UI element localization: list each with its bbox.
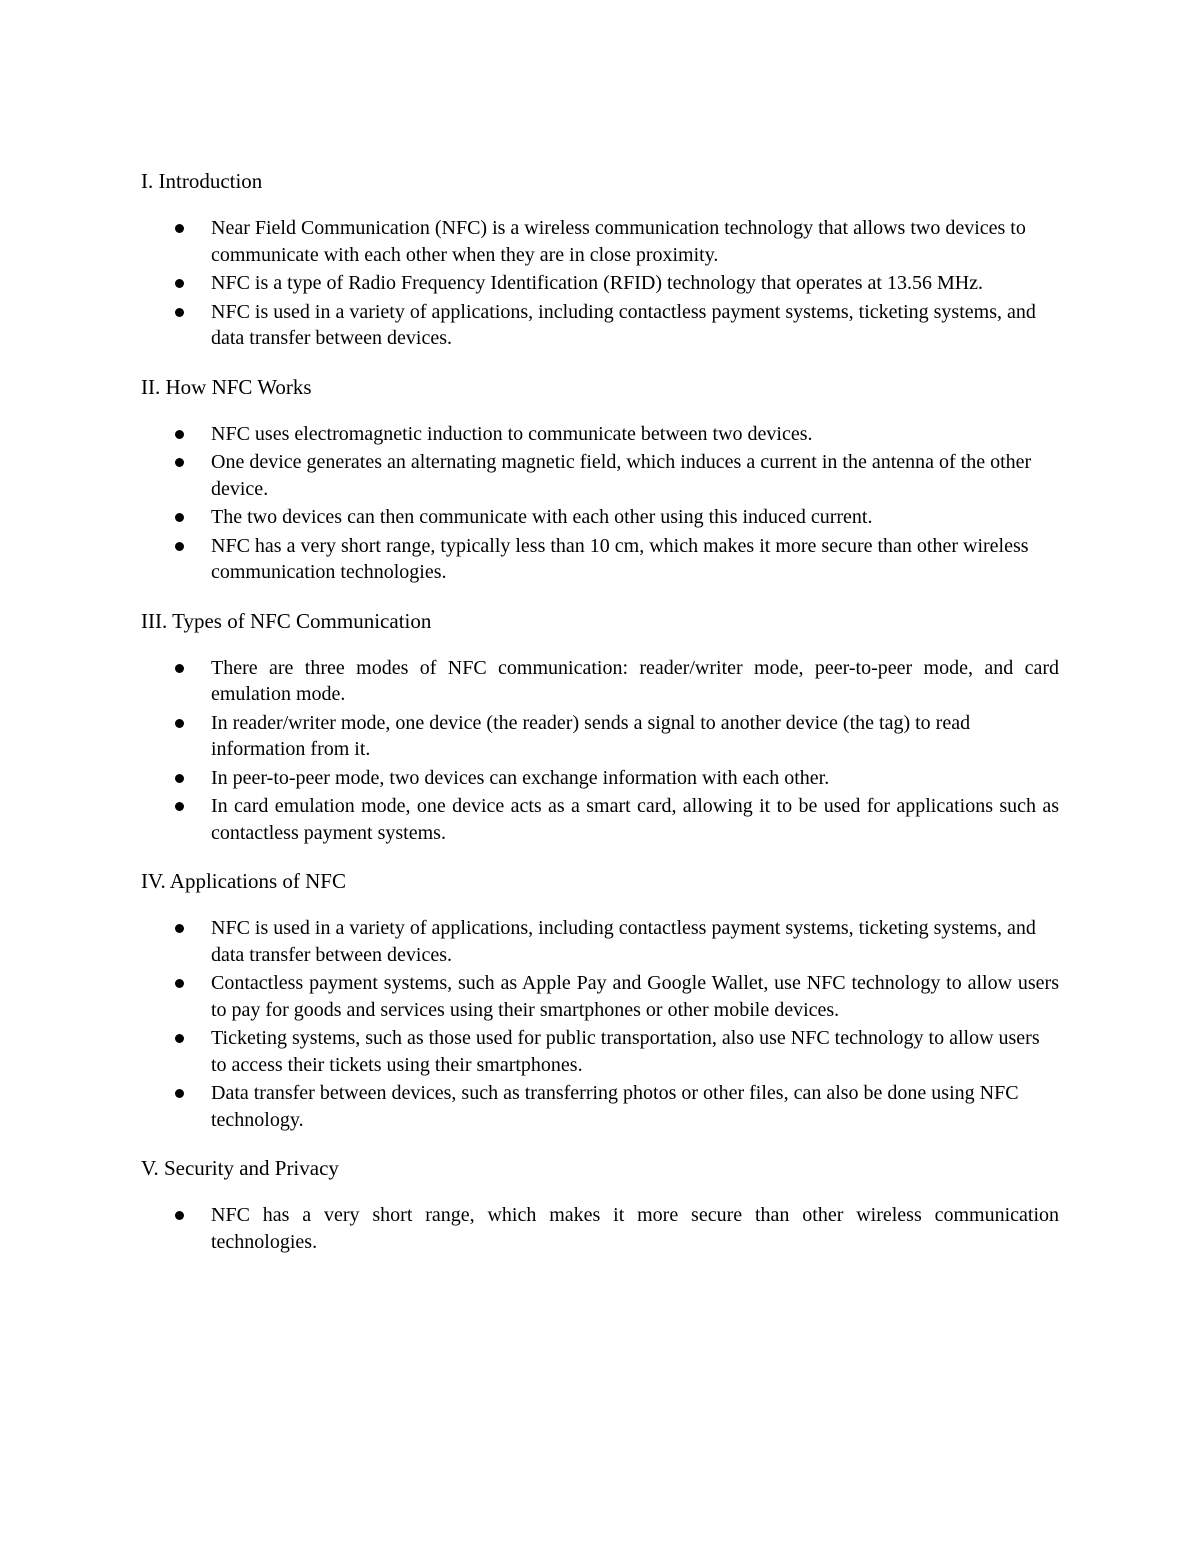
list-item (141, 793, 1059, 846)
bullet-icon (175, 1034, 184, 1043)
bullet-icon (175, 1211, 184, 1220)
section-applications (141, 868, 1059, 1133)
bullet-icon (175, 802, 184, 811)
section-heading: IV. Applications of NFC (141, 869, 346, 893)
bullet-icon (175, 719, 184, 728)
list-item (141, 1025, 1059, 1078)
bullet-icon (175, 542, 184, 551)
section-heading: III. Types of NFC Communication (141, 608, 432, 633)
section-how-nfc-works (141, 374, 1059, 586)
bullet-icon (175, 513, 184, 522)
list-item-text: Near Field Communication (NFC) is a wireless communication technology that allows two devices to communicate with each other when they are in close proximity. (211, 217, 1026, 266)
bullet-icon (175, 279, 184, 288)
list-item-text: There are three modes of NFC communication: reader/writer mode, peer-to-peer mode, and card emulation mode. (211, 656, 1059, 705)
list-item (141, 1080, 1059, 1133)
list-item-text: NFC is used in a variety of applications, including contactless payment systems, ticketing systems, and data transfer between devices. (211, 917, 1036, 966)
bullet-icon (175, 924, 184, 933)
bullet-list (141, 915, 1059, 1133)
list-item-text: NFC has a very short range, typically less than 10 cm, which makes it more secure than other wireless communication technologies. (211, 534, 1029, 583)
list-item-text: The two devices can then communicate with each other using this induced current. (211, 506, 873, 528)
bullet-list (141, 1202, 1059, 1255)
list-item-text: Ticketing systems, such as those used for public transportation, also use NFC technology to allow users to access their tickets using their smartphones. (211, 1027, 1040, 1076)
section-security-privacy (141, 1155, 1059, 1255)
list-item (141, 970, 1059, 1023)
list-item-text: Data transfer between devices, such as transferring photos or other files, can also be done using NFC technology. (211, 1082, 1019, 1131)
bullet-icon (175, 774, 184, 783)
list-item (141, 915, 1059, 968)
list-item (141, 449, 1059, 502)
section-heading: V. Security and Privacy (141, 1156, 339, 1180)
bullet-list (141, 421, 1059, 586)
section-types-of-nfc (141, 608, 1059, 847)
list-item-text: In card emulation mode, one device acts as a smart card, allowing it to be used for applications such as contactless payment systems. (211, 795, 1059, 844)
section-heading: II. How NFC Works (141, 374, 312, 399)
section-introduction (141, 168, 1059, 352)
list-item-text: NFC uses electromagnetic induction to communicate between two devices. (211, 422, 813, 445)
list-item-text: In peer-to-peer mode, two devices can exchange information with each other. (211, 766, 830, 789)
list-item (141, 299, 1059, 352)
list-item-text: NFC is a type of Radio Frequency Identification (RFID) technology that operates at 13.56 MHz. (211, 272, 984, 294)
bullet-list (141, 655, 1059, 847)
list-item (141, 655, 1059, 708)
list-item (141, 504, 1059, 531)
list-item-text: One device generates an alternating magnetic field, which induces a current in the antenna of the other device. (211, 451, 1032, 500)
list-item-text: NFC is used in a variety of applications, including contactless payment systems, ticketing systems, and data transfer between devices. (211, 300, 1036, 349)
list-item-text: Contactless payment systems, such as Apple Pay and Google Wallet, use NFC technology to allow users to pay for goods and services using their smartphones or other mobile devices. (211, 972, 1059, 1021)
document-body (141, 168, 1059, 1277)
list-item (141, 765, 1059, 792)
list-item (141, 215, 1059, 268)
bullet-icon (175, 430, 184, 439)
list-item-text: NFC has a very short range, which makes it more secure than other wireless communication technologies. (211, 1204, 1059, 1253)
section-heading: I. Introduction (141, 169, 263, 193)
list-item (141, 270, 1059, 297)
bullet-icon (175, 979, 184, 988)
list-item (141, 421, 1059, 448)
bullet-icon (175, 458, 184, 467)
list-item (141, 710, 1059, 763)
bullet-icon (175, 308, 184, 317)
list-item (141, 533, 1059, 586)
list-item (141, 1202, 1059, 1255)
list-item-text: In reader/writer mode, one device (the reader) sends a signal to another device (the tag) to read information from it. (211, 711, 971, 760)
bullet-icon (175, 664, 184, 673)
bullet-icon (175, 1089, 184, 1098)
bullet-list (141, 215, 1059, 352)
bullet-icon (175, 224, 184, 233)
